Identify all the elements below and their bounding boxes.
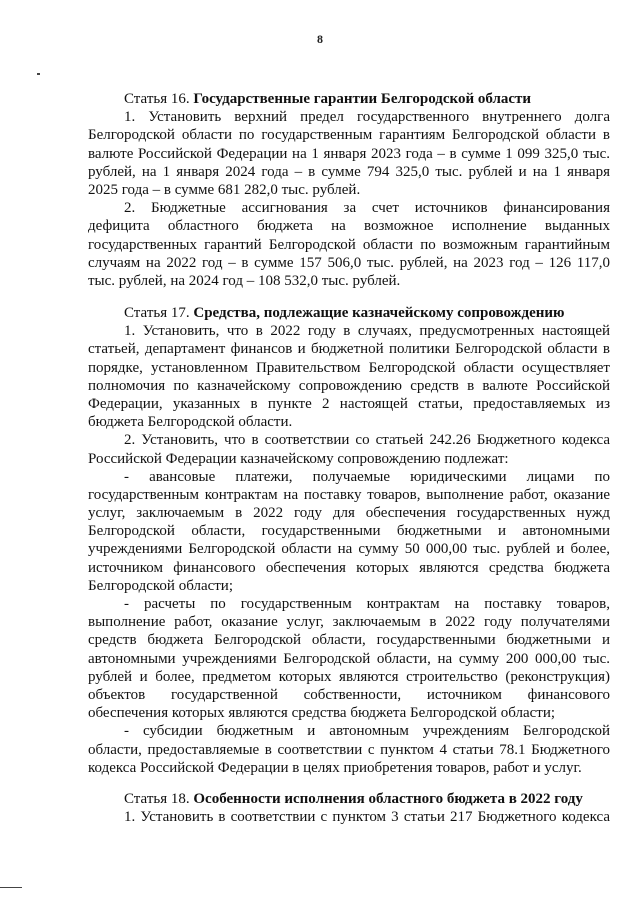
paragraph-line: Белгородской области, государственными бюджетными и автономными (88, 523, 610, 540)
paragraph-line: статьей, департамент финансов и бюджетной политики Белгородской области в (88, 341, 610, 358)
paragraph-line: бюджета Белгородской области. (88, 414, 293, 431)
paragraph-line: выполнение работ, оказание услуг, заключаемым в 2022 году получателями (88, 614, 610, 631)
paragraph-line: рублей, на 1 января 2024 года – в сумме 794 325,0 тыс. рублей и на 1 января (88, 163, 610, 180)
paragraph-line: Белгородской области по государственным гарантиям Белгородской области в (88, 127, 610, 144)
article-16-heading-title: Государственные гарантии Белгородской области (193, 91, 532, 107)
paragraph-line: учреждениями Белгородской области на сумму 50 000,00 тыс. рублей и более, (88, 541, 610, 558)
paragraph-line: источником финансового обеспечения которых являются средства бюджета (88, 559, 610, 576)
paragraph-line: области, предоставляемые в соответствии с пунктом 4 статьи 78.1 Бюджетного (88, 741, 610, 758)
article-16-heading (88, 90, 610, 108)
paragraph-line: средств бюджета Белгородской области, государственными бюджетными и (88, 632, 610, 649)
paragraph-line: услуг, заключаемым в 2022 году для обеспечения государственных нужд (88, 505, 610, 522)
paragraph-line: полномочия по казначейскому сопровождению средств в валюте Российской (88, 377, 610, 394)
paragraph-line: валюте Российской Федерации на 1 января 2023 года – в сумме 1 099 325,0 тыс. (88, 145, 610, 162)
article-18-heading-prefix: Статья 18. (124, 791, 190, 807)
paragraph-line: Белгородской области; (88, 577, 234, 594)
scan-mark-left (37, 73, 40, 75)
article-17-heading-title: Средства, подлежащие казначейскому сопровождению (193, 305, 565, 321)
paragraph-line: Федерации, указанных в пункте 2 настоящей статьи, предоставляемых из (88, 395, 610, 412)
list-item-line: - субсидии бюджетным и автономным учреждениям Белгородской (124, 723, 610, 740)
article-17-heading-prefix: Статья 17. (124, 305, 190, 321)
paragraph-line: Российской Федерации казначейскому сопровождению подлежат: (88, 450, 509, 467)
article-17 (88, 304, 610, 777)
paragraph-line: государственным контрактам на поставку товаров, выполнение работ, оказание (88, 486, 610, 503)
paragraph-line: 2. Бюджетные ассигнования за счет источников финансирования (124, 200, 610, 217)
article-18-heading-title: Особенности исполнения областного бюджета в 2022 году (193, 791, 583, 807)
article-16 (88, 90, 610, 290)
page-number: 8 (317, 32, 323, 46)
paragraph-line: порядке, установленном Правительством Белгородской области осуществляет (88, 359, 610, 376)
paragraph-line: государственных гарантий Белгородской области по возможным гарантийным (88, 236, 610, 253)
paragraph-line: случаям на 2022 год – в сумме 157 506,0 тыс. рублей, на 2023 год – 126 117,0 (88, 254, 610, 271)
list-item-line: - расчеты по государственным контрактам на поставку товаров, (124, 596, 610, 612)
paragraph-line: дефицита областного бюджета на возможное исполнение выданных (88, 218, 610, 235)
paragraph-line: 1. Установить, что в 2022 году в случаях, предусмотренных настоящей (124, 323, 610, 340)
paragraph-line: 1. Установить верхний предел государственного внутреннего долга (124, 109, 610, 126)
paragraph-line: автономными учреждениями Белгородской области, на сумму 200 000,00 тыс. (88, 650, 610, 667)
list-item-line: - авансовые платежи, получаемые юридическими лицами по (124, 468, 610, 485)
paragraph-line: тыс. рублей, на 2024 год – 108 532,0 тыс. рублей. (88, 272, 401, 289)
paragraph-line: объектов государственной собственности, источником финансового (88, 686, 610, 703)
scan-mark-bottom-left (0, 887, 22, 888)
paragraph-line: 1. Установить в соответствии с пунктом 3 статьи 217 Бюджетного кодекса (124, 809, 610, 826)
article-17-heading (88, 304, 610, 322)
paragraph-line: обеспечения которых являются средства бюджета Белгородской области; (88, 705, 556, 722)
paragraph-line: 2. Установить, что в соответствии со статьей 242.26 Бюджетного кодекса (124, 432, 610, 449)
paragraph-line: рублей и более, предметом которых являются строительство (реконструкция) (88, 668, 610, 685)
paragraph-line: кодекса Российской Федерации в целях приобретения товаров, работ и услуг. (88, 759, 582, 776)
article-16-heading-prefix: Статья 16. (124, 91, 190, 107)
article-18 (88, 790, 610, 826)
article-18-heading (88, 790, 610, 808)
paragraph-line: 2025 года – в сумме 681 282,0 тыс. рублей. (88, 181, 361, 198)
